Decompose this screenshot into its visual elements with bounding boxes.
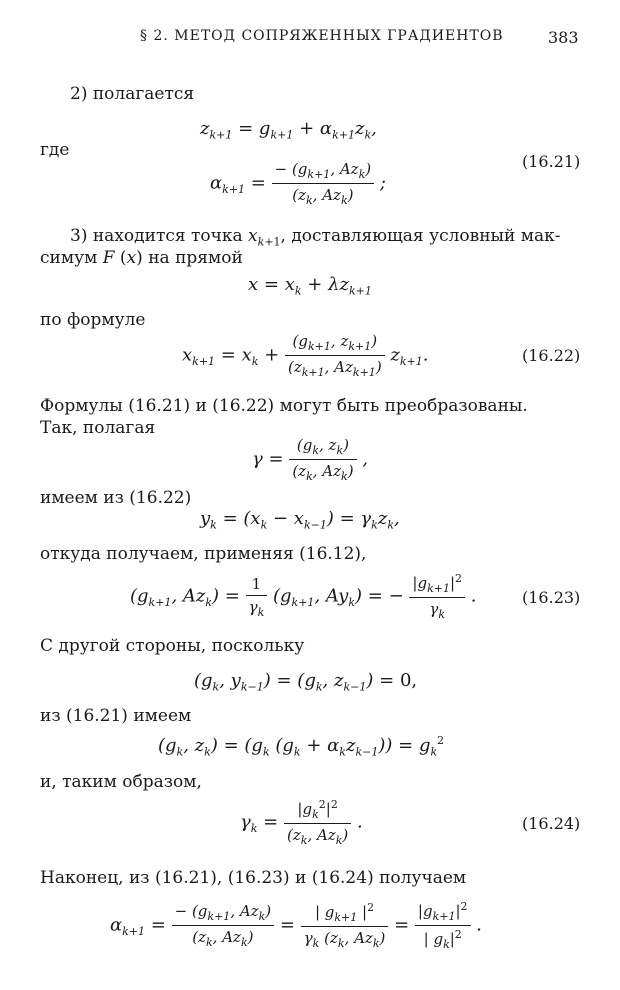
equation-number-16-24: (16.24) — [522, 814, 581, 833]
paragraph-we-have: имеем из (16.22) — [40, 488, 192, 508]
equation-alpha: $\alpha_{k+1}$ = $\frac{- (g_{k+1}, Az_k)}{(z_k, Az_k)}$ ; — [210, 160, 386, 207]
equation-gamma: γ = $\frac{(g_k, z_k)}{(z_k, Az_k)}$ , — [252, 436, 369, 483]
paragraph-on-other-hand: С другой стороны, поскольку — [40, 636, 305, 656]
page-number: 383 — [548, 28, 579, 47]
running-header: § 2. МЕТОД СОПРЯЖЕННЫХ ГРАДИЕНТОВ — [140, 28, 504, 44]
equation-alpha-final: $\alpha_{k+1}$ = $\frac{- (g_{k+1}, Az_k)}{(z_k, Az_k)}$ = $\frac{| g_{k+1} |^2}{\gamma_k (z_k, Az_k)}$ = $\frac{|g_{k+1}|^2}{| g_k|^2}$ . — [110, 900, 482, 951]
equation-number-16-21: (16.21) — [522, 152, 581, 171]
paragraph-formulas-transform: Формулы (16.21) и (16.22) могут быть преобразованы. — [40, 396, 528, 416]
equation-gamma-k: $\gamma_k$ = $\frac{|g_k^2|^2}{(z_k, Az_k)}$ . — [240, 798, 363, 847]
paragraph-by-formula: по формуле — [40, 310, 146, 330]
paragraph-where: где — [40, 140, 70, 160]
paragraph-from-1621: из (16.21) имеем — [40, 706, 192, 726]
equation-z-update: $z_{k+1} = g_{k+1} + \alpha_{k+1}z_k$, — [200, 118, 377, 142]
paragraph-finally: Наконец, из (16.21), (16.23) и (16.24) получаем — [40, 868, 467, 888]
equation-line: $x = x_k + \lambda z_{k+1}$ — [248, 274, 372, 298]
paragraph-whence: откуда получаем, применяя (16.12), — [40, 544, 367, 564]
equation-gAz: ($g_{k+1}$, $Az_k$) = $\frac{1}{\gamma_k}$ ($g_{k+1}$, $Ay_k$) = − $\frac{|g_{k+1}|^2}{\gamma_k}$ . — [130, 572, 477, 621]
paragraph-thus: и, таким образом, — [40, 772, 202, 792]
paragraph-so-setting: Так, полагая — [40, 418, 156, 438]
paragraph-step-3-cont: симум F (x) на прямой — [40, 248, 243, 268]
paragraph-step-3: 3) находится точка $x_{k+1}$, доставляющая условный мак- — [70, 226, 561, 249]
equation-gz: ($g_k$, $z_k) = (g_k$ $(g_k + \alpha_kz_{k-1})) = g_k^2$ — [158, 734, 445, 759]
equation-y: $y_k = (x_k - x_{k-1}) = \gamma_kz_k$, — [200, 508, 400, 532]
equation-x-update: $x_{k+1} = x_k$ + $\frac{(g_{k+1}, z_{k+1})}{(z_{k+1}, Az_{k+1})}$ $z_{k+1}$. — [182, 332, 429, 379]
equation-number-16-22: (16.22) — [522, 346, 581, 365]
equation-orthogonality: ($g_k$, $y_{k-1}) = (g_k$, $z_{k-1}) = 0$, — [194, 670, 418, 694]
equation-number-16-23: (16.23) — [522, 588, 581, 607]
paragraph-step-2: 2) полагается — [70, 84, 195, 104]
